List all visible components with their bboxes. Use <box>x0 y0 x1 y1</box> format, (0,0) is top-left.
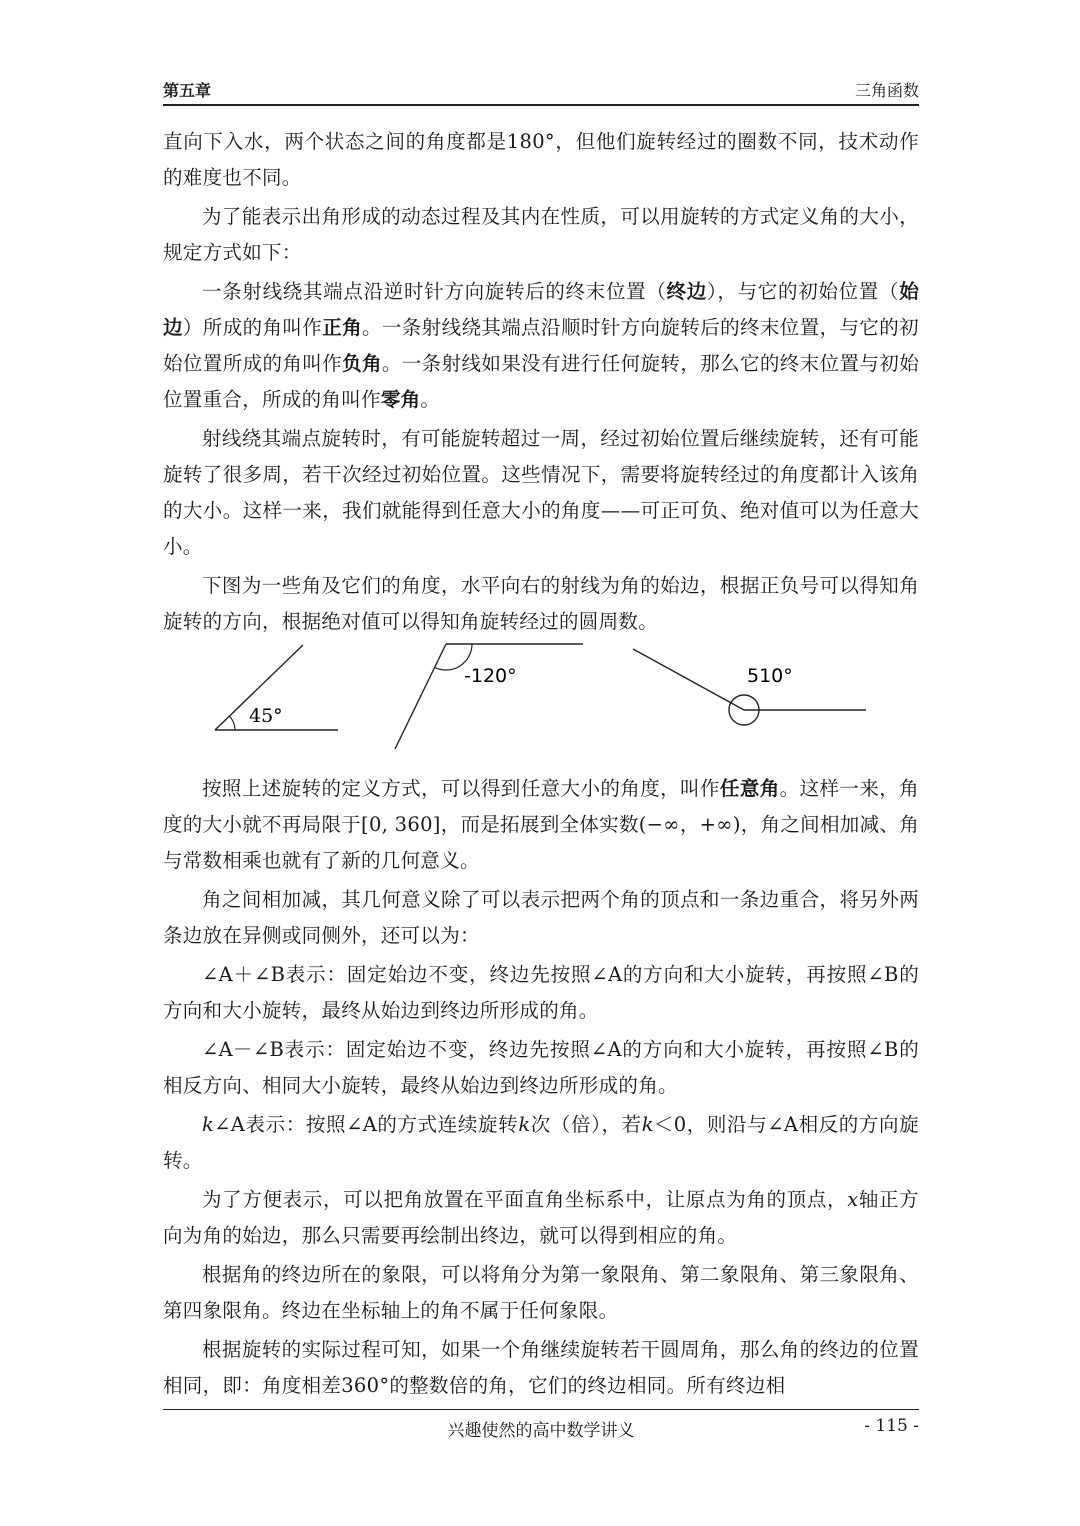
chapter-label: 第五章 <box>163 81 212 100</box>
text-span: ），与它的初始位置（ <box>706 280 900 303</box>
paragraph-13: 根据旋转的实际过程可知，如果一个角继续旋转若干圆周角，那么角的终边的位置相同，即：角度相差360°的整数倍的角，它们的终边相同。所有终边相 <box>163 1338 919 1397</box>
paragraph-9: ∠A－∠B表示：固定始边不变，终边先按照∠A的方向和大小旋转，再按照∠B的相反方向、相同大小旋转，最终从始边到终边所形成的角。 <box>163 1038 919 1097</box>
angle-510 <box>633 649 866 725</box>
page-header <box>163 76 919 106</box>
text-span: 一条射线绕其端点沿逆时针方向旋转后的终末位置（ <box>202 280 667 303</box>
paragraph-3 <box>163 274 919 418</box>
text-span: 为了方便表示，可以把角放置在平面直角坐标系中，让原点为角的顶点， <box>202 1188 848 1211</box>
paragraph-4: 射线绕其端点旋转时，有可能旋转超过一周，经过初始位置后继续旋转，还有可能旋转了很多周，若干次经过初始位置。这些情况下，需要将旋转经过的角度都计入该角的大小。这样一来，我们就能得到任意大小的角度——可正可负、绝对值可以为任意大小。 <box>163 427 919 558</box>
angle-label: 45° <box>249 705 283 727</box>
text-span: ）所成的角叫作 <box>182 316 323 339</box>
text-span: ∠A表示：按照∠A的方式连续旋转 <box>214 1113 519 1136</box>
math-k: k <box>202 1113 215 1136</box>
text-span: ＜0，则沿与∠A相反的方向旋转。 <box>163 1113 919 1172</box>
text-span: 次（倍），若 <box>530 1113 642 1136</box>
angle-diagram <box>163 643 919 759</box>
paragraph-1: 直向下入水，两个状态之间的角度都是180°，但他们旋转经过的圈数不同，技术动作的难度也不同。 <box>163 130 919 189</box>
angle-minus-120 <box>395 644 583 749</box>
angle-label: -120° <box>464 665 517 687</box>
paragraph-5: 下图为一些角及它们的角度，水平向右的射线为角的始边，根据正负号可以得知角旋转的方向，根据绝对值可以得知角旋转经过的圆周数。 <box>163 574 919 633</box>
text-span: 。一条射线绕其端点沿顺时针方向旋转后的终末位置，与它的初始位置所成的角叫作 <box>163 316 919 375</box>
page-footer <box>163 1409 919 1450</box>
text-span: 轴正方向为角的始边，那么只需要再绘制出终边，就可以得到相应的角。 <box>163 1188 919 1247</box>
page-body <box>163 124 919 1407</box>
term-arbitrary-angle: 任意角 <box>719 777 780 800</box>
term-zero-angle: 零角 <box>380 388 421 411</box>
terminal-side <box>633 649 744 710</box>
paragraph-12: 根据角的终边所在的象限，可以将角分为第一象限角、第二象限角、第三象限角、第四象限角。终边在坐标轴上的角不属于任何象限。 <box>163 1263 919 1322</box>
angle-label: 510° <box>747 665 793 687</box>
term-initial-side: 始边 <box>163 280 919 339</box>
page-number: - 115 - <box>864 1416 919 1436</box>
term-positive-angle: 正角 <box>322 316 362 339</box>
term-terminal-side: 终边 <box>666 280 707 303</box>
terminal-side <box>395 644 446 749</box>
paragraph-2: 为了能表示出角形成的动态过程及其内在性质，可以用旋转的方式定义角的大小，规定方式如下： <box>163 205 919 264</box>
paragraph-8: ∠A＋∠B表示：固定始边不变，终边先按照∠A的方向和大小旋转，再按照∠B的方向和大小旋转，最终从始边到终边所形成的角。 <box>163 963 919 1022</box>
text-span: 。 <box>420 388 441 411</box>
paragraph-11 <box>163 1182 919 1254</box>
math-k: k <box>518 1113 531 1136</box>
angle-45 <box>215 645 338 730</box>
text-span: 。这样一来，角度的大小就不再局限于[0, 360]，而是拓展到全体实数(−∞，+∞)，角之间相加减、角与常数相乘也就有了新的几何意义。 <box>163 777 919 872</box>
paragraph-6 <box>163 771 919 879</box>
topic-label: 三角函数 <box>854 81 919 100</box>
term-negative-angle: 负角 <box>342 352 382 375</box>
math-x: x <box>847 1188 859 1211</box>
angle-arc <box>229 716 235 730</box>
paragraph-7: 角之间相加减，其几何意义除了可以表示把两个角的顶点和一条边重合，将另外两条边放在异侧或同侧外，还可以为： <box>163 888 919 947</box>
book-title: 兴趣使然的高中数学讲义 <box>447 1421 635 1441</box>
text-span: 。一条射线如果没有进行任何旋转，那么它的终末位置与初始位置重合，所成的角叫作 <box>163 352 919 411</box>
text-span: 按照上述旋转的定义方式，可以得到任意大小的角度，叫作 <box>202 777 720 800</box>
paragraph-10 <box>163 1107 919 1179</box>
math-k: k <box>641 1113 654 1136</box>
